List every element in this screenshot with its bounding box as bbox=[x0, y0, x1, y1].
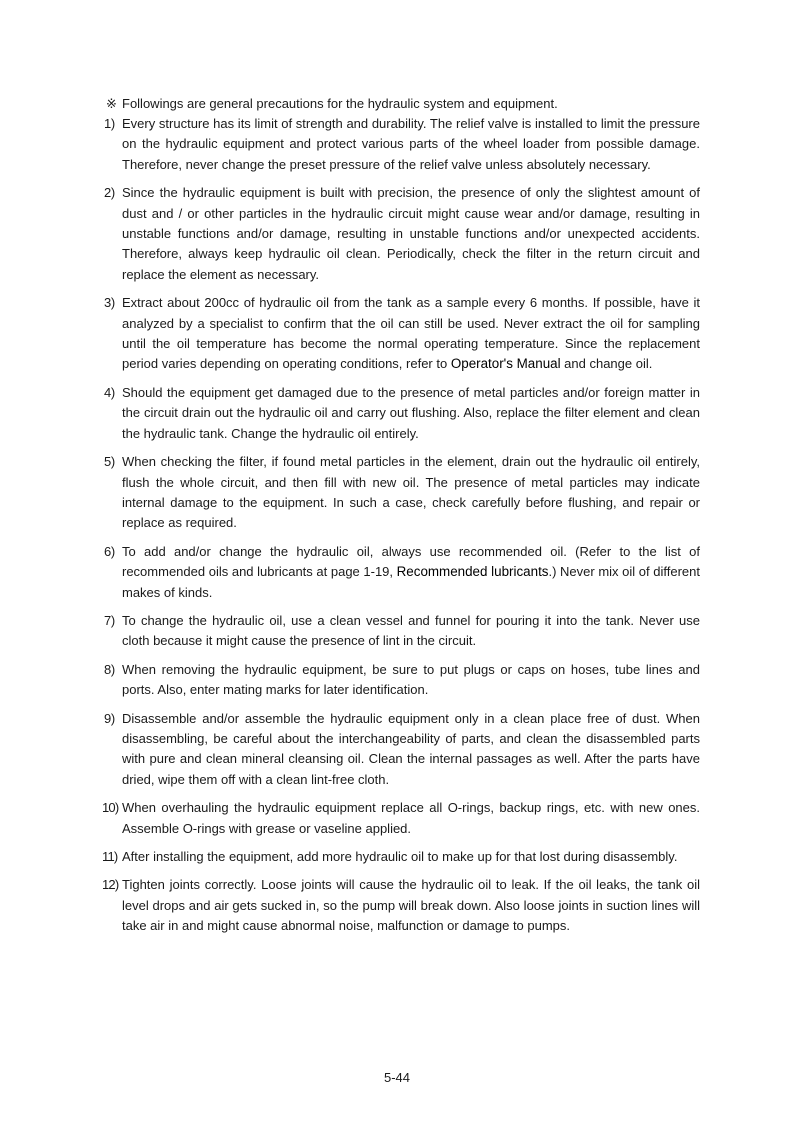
list-item bbox=[104, 798, 700, 839]
item-text: When removing the hydraulic equipment, be sure to put plugs or caps on hoses, tube lines and ports. Also, enter mating marks for later identification. bbox=[122, 661, 700, 698]
list-item bbox=[104, 293, 700, 375]
reference-mark-icon: ※ bbox=[106, 96, 117, 111]
list-item bbox=[104, 611, 700, 652]
item-number: 11) bbox=[102, 849, 118, 864]
item-text: After installing the equipment, add more hydraulic oil to make up for that lost during disassembly. bbox=[122, 849, 678, 864]
item-text: Extract about 200cc of hydraulic oil from the tank as a sample every 6 months. If possible, have it analyzed by a specialist to confirm that the oil can still be used. Never extract the oil for sampling until the oil temperature has become the normal operating temperature. Since the replacement period varies depending on operating conditions, refer to bbox=[122, 295, 700, 372]
list-item bbox=[104, 709, 700, 791]
intro-note bbox=[106, 94, 706, 114]
operators-manual-reference: Operator's Manual bbox=[450, 356, 561, 372]
list-item bbox=[104, 847, 700, 867]
recommended-lubricants-reference: Recommended lubricants bbox=[396, 564, 549, 580]
item-text: To add and/or change the hydraulic oil, always use recommended oil. (Refer to the list of recommended oils and lubricants at page 1-19, bbox=[122, 543, 700, 580]
list-item bbox=[104, 183, 700, 285]
item-number: 1) bbox=[104, 116, 115, 131]
item-number: 4) bbox=[104, 384, 115, 400]
item-text: Disassemble and/or assemble the hydraulic equipment only in a clean place free of dust. When disassembling, be careful about the interchangeability of parts, and clean the disassembled parts with pure and clean mineral cleansing oil. Clean the internal passages as well. After the parts have dried, wipe them off with a clean lint-free cloth. bbox=[122, 710, 700, 787]
list-item bbox=[104, 660, 700, 701]
item-number: 12) bbox=[102, 877, 119, 893]
item-number: 7) bbox=[104, 612, 115, 628]
page-number: 5-44 bbox=[383, 1070, 411, 1085]
list-item bbox=[104, 114, 700, 175]
item-text-tail: and change oil. bbox=[560, 356, 653, 372]
intro-text: Followings are general precautions for the hydraulic system and equipment. bbox=[122, 96, 558, 111]
item-number: 6) bbox=[104, 543, 115, 559]
precautions-list bbox=[104, 114, 700, 945]
item-number: 2) bbox=[104, 185, 115, 201]
item-text: To change the hydraulic oil, use a clean vessel and funnel for pouring it into the tank. Never use cloth because it might cause the presence of lint in the circuit. bbox=[122, 612, 700, 649]
item-number: 10) bbox=[102, 800, 119, 816]
item-number: 3) bbox=[104, 295, 115, 311]
item-text: When overhauling the hydraulic equipment replace all O-rings, backup rings, etc. with new ones. Assemble O-rings with grease or vaseline applied. bbox=[122, 800, 700, 836]
item-text: Tighten joints correctly. Loose joints will cause the hydraulic oil to leak. If the oil leaks, the tank oil level drops and air gets sucked in, so the pump will break down. Also loose joints in suction lines will take air in and might cause abnormal noise, malfunction or damage to pumps. bbox=[122, 877, 700, 934]
list-item bbox=[104, 542, 700, 603]
list-item bbox=[104, 452, 700, 534]
item-text: Every structure has its limit of strength and durability. The relief valve is installed to limit the pressure on the hydraulic equipment and protect various parts of the wheel loader from possible damage. Therefore, never change the preset pressure of the relief valve unless absolutely necessary. bbox=[122, 116, 700, 172]
item-text: When checking the filter, if found metal particles in the element, drain out the hydraulic oil entirely, flush the whole circuit, and then fill with new oil. The presence of metal particles may indicate internal damage to the equipment. In such a case, check carefully before flushing, and repair or replace as required. bbox=[122, 454, 700, 531]
item-number: 5) bbox=[104, 454, 115, 470]
item-text: Since the hydraulic equipment is built with precision, the presence of only the slightest amount of dust and / or other particles in the hydraulic circuit might cause wear and/or damage, resulting in unstable functions and/or damage, resulting in unstable functions and/or unexpected accidents. Therefore, always keep hydraulic oil clean. Periodically, check the filter in the return circuit and replace the element as necessary. bbox=[122, 185, 700, 282]
item-text-tail: .) Never mix oil of different makes of kinds. bbox=[122, 564, 700, 600]
list-item bbox=[104, 875, 700, 936]
item-text: Should the equipment get damaged due to the presence of metal particles and/or foreign matter in the circuit drain out the hydraulic oil and carry out flushing. Also, replace the filter element and clean the hydraulic tank. Change the hydraulic oil entirely. bbox=[122, 384, 700, 441]
list-item bbox=[104, 383, 700, 444]
item-number: 9) bbox=[104, 710, 115, 726]
item-number: 8) bbox=[104, 661, 115, 677]
